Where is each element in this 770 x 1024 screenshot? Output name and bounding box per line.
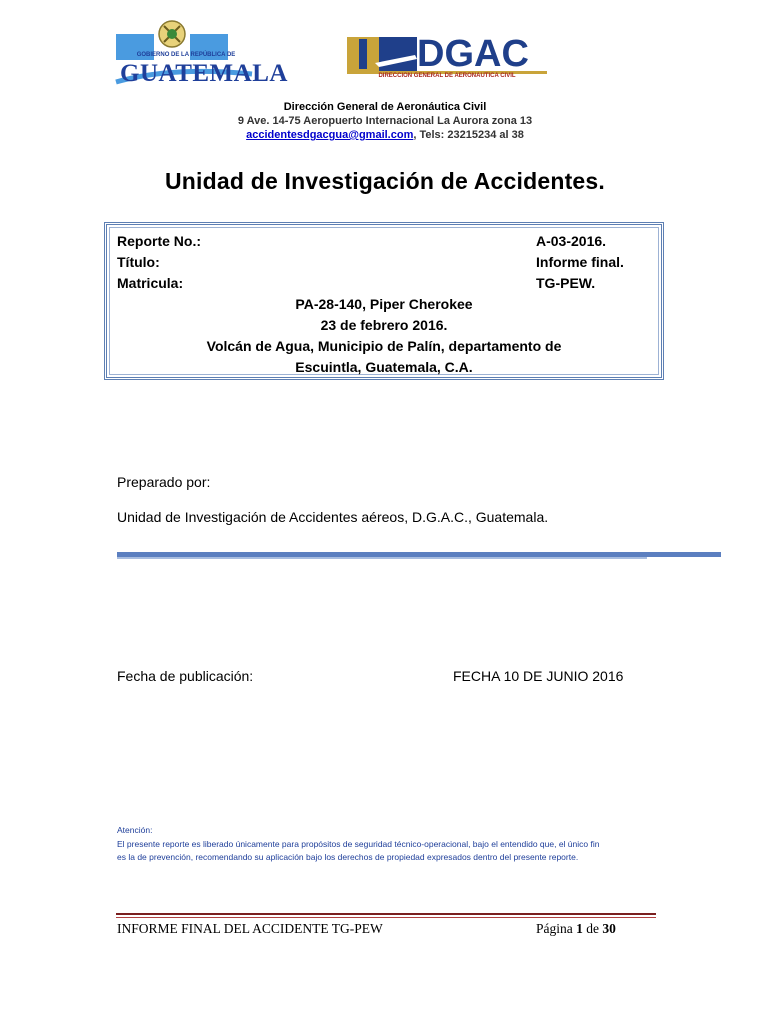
email-link[interactable]: accidentesdgacgua@gmail.com xyxy=(246,129,414,141)
matricula-value: TG-PEW. xyxy=(536,275,596,291)
titulo-value: Informe final. xyxy=(536,254,624,270)
notice-line-1: El presente reporte es liberado únicamente para propósitos de seguridad técnico-operacional, bajo el entendido que, el único fin xyxy=(117,839,600,849)
notice-line-2: es la de prevención, recomendando su aplicación bajo los derechos de propiedad expresados dentro del presente reporte. xyxy=(117,852,579,862)
report-no-value: A-03-2016. xyxy=(536,233,607,249)
org-address: 9 Ave. 14-75 Aeropuerto Internacional La Aurora zona 13 xyxy=(237,115,533,127)
page-prefix: Página xyxy=(536,921,577,936)
publication-date-label: Fecha de publicación: xyxy=(117,668,254,684)
contact-line xyxy=(0,129,770,141)
titulo-label: Título: xyxy=(117,254,160,270)
page-current: 1 xyxy=(576,921,583,936)
report-no-label: Reporte No.: xyxy=(117,233,201,249)
prepared-by-label: Preparado por: xyxy=(117,474,211,490)
page-title: Unidad de Investigación de Accidentes. xyxy=(164,168,606,194)
guatemala-government-logo xyxy=(112,16,288,92)
footer-page-number xyxy=(536,921,616,937)
footer-rule xyxy=(116,913,656,915)
accident-date: 23 de febrero 2016. xyxy=(320,317,448,333)
accident-location-line1: Volcán de Agua, Municipio de Palín, departamento de xyxy=(206,338,562,354)
logo-top-text: GOBIERNO DE LA REPÚBLICA DE xyxy=(136,52,236,58)
notice-heading: Atención: xyxy=(117,825,153,835)
org-name: Dirección General de Aeronáutica Civil xyxy=(283,101,487,113)
dgac-logo-subtitle: DIRECCION GENERAL DE AERONAUTICA CIVIL xyxy=(378,73,516,79)
publication-date-value: FECHA 10 DE JUNIO 2016 xyxy=(453,668,624,684)
footer-report-title: INFORME FINAL DEL ACCIDENTE TG-PEW xyxy=(117,921,383,936)
page-total: 30 xyxy=(602,921,616,936)
accident-location-line2: Escuintla, Guatemala, C.A. xyxy=(295,359,473,375)
prepared-by-value: Unidad de Investigación de Accidentes aéreos, D.G.A.C., Guatemala. xyxy=(117,509,549,525)
page-mid: de xyxy=(582,921,603,936)
logo-main-text: GUATEMALA xyxy=(120,60,288,87)
matricula-label: Matricula: xyxy=(117,275,184,291)
footer-rule-thin xyxy=(116,917,656,918)
section-divider-shadow xyxy=(117,557,647,559)
aircraft-model: PA-28-140, Piper Cherokee xyxy=(295,296,473,312)
phone-text: , Tels: 23215234 al 38 xyxy=(413,129,524,141)
dgac-logo-text: DGAC xyxy=(417,33,529,75)
dgac-logo xyxy=(345,33,550,83)
